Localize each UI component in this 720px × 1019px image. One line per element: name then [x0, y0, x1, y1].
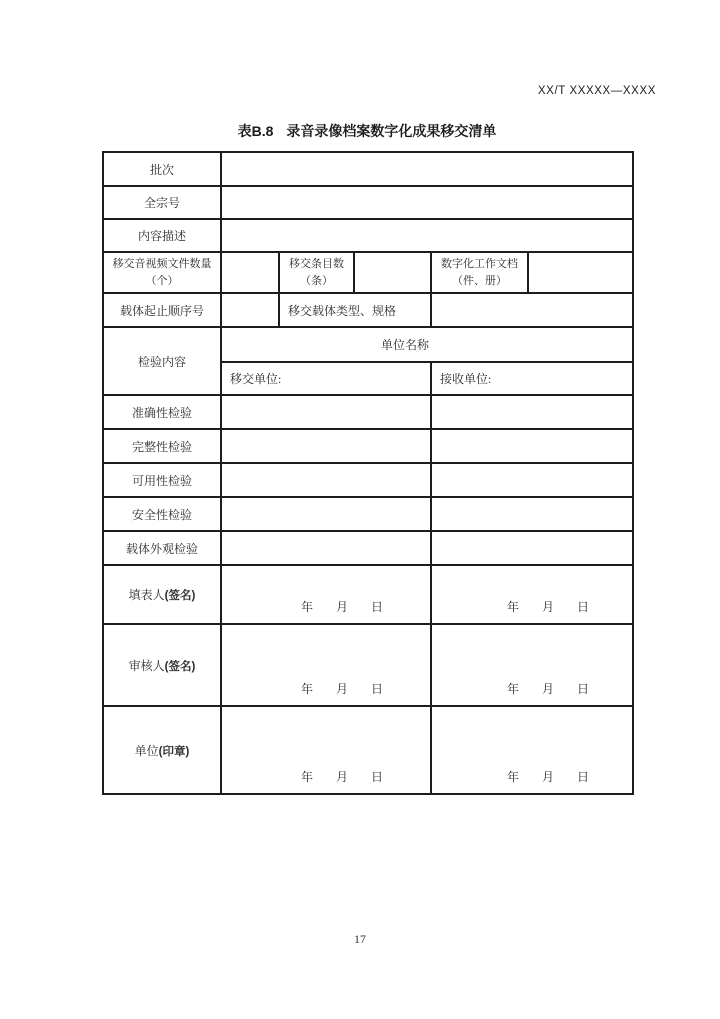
- inspection-label: 检验内容: [103, 327, 221, 395]
- row-sign-unit-seal: [103, 706, 633, 794]
- preparer-label: [103, 565, 221, 624]
- workdoc-value-cell: [528, 252, 633, 293]
- description-label: 内容描述: [103, 219, 221, 252]
- row-check-usability: [103, 463, 633, 497]
- date-day: 日: [371, 770, 384, 784]
- workdoc-label-line1: 数字化工作文档: [441, 257, 518, 270]
- row-description: [103, 219, 633, 252]
- unit-seal-label: [103, 706, 221, 794]
- check-carrier-appearance-transfer-cell: [221, 531, 431, 565]
- reviewer-label-name: 审核人: [128, 658, 165, 673]
- av-count-label-line1: 移交音视频文件数量: [112, 257, 212, 270]
- doc-code: XX/T XXXXX—XXXX: [537, 85, 656, 97]
- entries-label-line1: 移交条目数: [289, 257, 344, 270]
- preparer-transfer-date-cell: [221, 565, 431, 624]
- row-check-completeness: [103, 429, 633, 463]
- unit-name-label: 单位名称: [381, 338, 430, 352]
- date-year: 年: [300, 600, 313, 614]
- check-security-transfer-cell: [221, 497, 431, 531]
- check-accuracy-receive-cell: [431, 395, 633, 429]
- carrier-seq-value-cell: [221, 293, 279, 327]
- av-count-value-cell: [221, 252, 279, 293]
- workdoc-label-line2: （件、册）: [452, 274, 507, 287]
- row-sign-reviewer: [103, 624, 633, 706]
- date-month: 月: [335, 682, 348, 696]
- check-accuracy-label: 准确性检验: [103, 395, 221, 429]
- check-completeness-transfer-cell: [221, 429, 431, 463]
- date-year: 年: [300, 770, 313, 784]
- entries-label-line2: （条）: [300, 274, 333, 287]
- batch-label: 批次: [103, 152, 221, 186]
- reviewer-transfer-date-cell: [221, 624, 431, 706]
- fonds-label: 全宗号: [103, 186, 221, 219]
- unit-seal-label-name: 单位: [134, 743, 159, 758]
- preparer-receive-date-cell: [431, 565, 633, 624]
- date-month: 月: [542, 770, 555, 784]
- receive-unit-label: 接收单位:: [431, 362, 633, 395]
- date-line: [238, 680, 431, 705]
- entries-label: [279, 252, 354, 293]
- row-carrier: [103, 293, 633, 327]
- date-day: 日: [577, 600, 590, 614]
- batch-value-cell: [221, 152, 633, 186]
- row-sign-preparer: [103, 565, 633, 624]
- row-check-security: [103, 497, 633, 531]
- reviewer-label-paren: (签名): [164, 660, 196, 673]
- date-month: 月: [542, 600, 555, 614]
- date-day: 日: [577, 770, 590, 784]
- check-accuracy-transfer-cell: [221, 395, 431, 429]
- date-day: 日: [371, 682, 384, 696]
- date-line: [448, 598, 633, 623]
- reviewer-receive-date-cell: [431, 624, 633, 706]
- date-month: 月: [335, 770, 348, 784]
- check-usability-transfer-cell: [221, 463, 431, 497]
- workdoc-label: [431, 252, 528, 293]
- description-value-cell: [221, 219, 633, 252]
- check-carrier-appearance-label: 载体外观检验: [103, 531, 221, 565]
- row-batch: [103, 152, 633, 186]
- date-year: 年: [300, 682, 313, 696]
- page-number: 17: [354, 932, 366, 946]
- carrier-seq-label: 载体起止顺序号: [103, 293, 221, 327]
- date-month: 月: [335, 600, 348, 614]
- preparer-label-name: 填表人: [128, 588, 165, 602]
- entries-value-cell: [354, 252, 431, 293]
- date-line: [448, 680, 633, 705]
- check-security-receive-cell: [431, 497, 633, 531]
- row-check-accuracy: [103, 395, 633, 429]
- table-title: [102, 121, 632, 141]
- check-carrier-appearance-receive-cell: [431, 531, 633, 565]
- check-completeness-label: 完整性检验: [103, 429, 221, 463]
- check-usability-receive-cell: [431, 463, 633, 497]
- table-title-text: 录音录像档案数字化成果移交清单: [286, 123, 497, 139]
- date-line: [448, 768, 633, 793]
- carrier-type-label: 移交载体类型、规格: [279, 293, 431, 327]
- date-year: 年: [507, 600, 520, 614]
- fonds-value-cell: [221, 186, 633, 219]
- row-fonds: [103, 186, 633, 219]
- date-day: 日: [371, 600, 384, 614]
- date-year: 年: [507, 770, 520, 784]
- reviewer-label: [103, 624, 221, 706]
- date-line: [238, 768, 431, 793]
- check-security-label: 安全性检验: [103, 497, 221, 531]
- date-year: 年: [507, 682, 520, 696]
- unit-seal-label-paren: (印章): [158, 745, 190, 758]
- unit-seal-transfer-date-cell: [221, 706, 431, 794]
- date-month: 月: [542, 682, 555, 696]
- preparer-label-paren: (签名): [164, 590, 196, 602]
- av-count-label: [103, 252, 221, 293]
- unit-seal-receive-date-cell: [431, 706, 633, 794]
- date-line: [238, 598, 431, 623]
- check-usability-label: 可用性检验: [103, 463, 221, 497]
- check-completeness-receive-cell: [431, 429, 633, 463]
- row-check-carrier-appearance: [103, 531, 633, 565]
- row-unit-name: [103, 327, 633, 362]
- av-count-label-line2: （个）: [145, 274, 179, 287]
- transfer-unit-label: 移交单位:: [221, 362, 431, 395]
- carrier-type-value-cell: [431, 293, 633, 327]
- date-day: 日: [577, 682, 590, 696]
- row-counts: [103, 252, 633, 293]
- transfer-form-table: [102, 151, 634, 795]
- unit-name-header: [221, 327, 633, 362]
- table-title-prefix: 表B.8: [237, 123, 274, 139]
